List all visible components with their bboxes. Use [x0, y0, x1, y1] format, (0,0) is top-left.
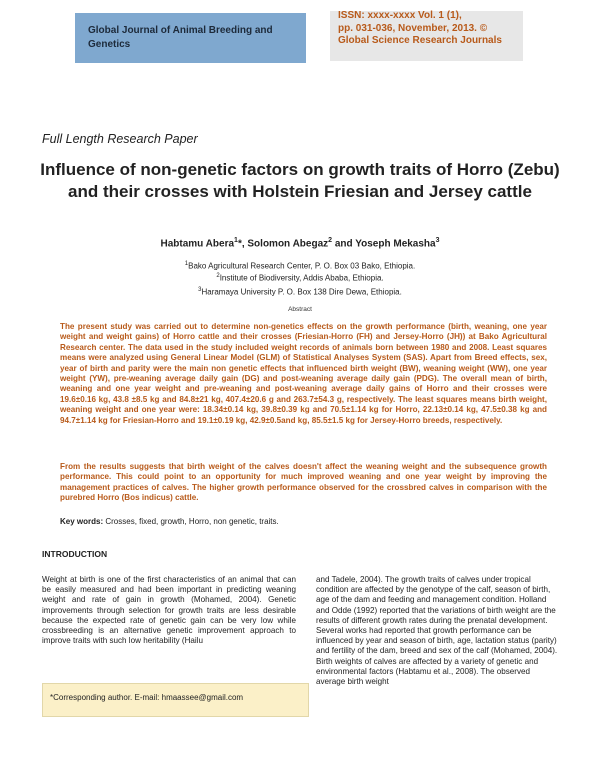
publisher-line: Global Science Research Journals: [338, 35, 502, 46]
affiliation-text: Bako Agricultural Research Center, P. O. Box 03 Bako, Ethiopia.: [188, 261, 416, 271]
issue-info: [338, 10, 518, 48]
author-name: Habtamu Abera: [160, 238, 235, 250]
journal-name: Global Journal of Animal Breeding and Genetics: [88, 25, 273, 50]
author-sep: *,: [237, 238, 248, 250]
intro-left-column: Weight at birth is one of the first characteristics of an animal that can be easily measured and had been important in predicting weaning weight and rate of gain in growth (Mohamed, 2004). Genetic improvements through selection for growth traits are less desirable because the expected rate of genetic gain can be very low while crossbreeding is an alternative genetic improvement approach to improve traits with such low heritability (Hailu: [42, 575, 296, 646]
section-heading-introduction: INTRODUCTION: [42, 549, 108, 559]
issn-line: ISSN: xxxx-xxxx Vol. 1 (1),: [338, 10, 462, 21]
author-sup: 2: [328, 237, 333, 244]
paper-title: Influence of non-genetic factors on growth traits of Horro (Zebu) and their crosses with Holstein Friesian and Jersey cattle: [40, 160, 560, 201]
affiliation: [40, 287, 560, 297]
intro-right-column: and Tadele, 2004). The growth traits of calves under tropical condition are affected by the genotype of the calf, season of birth, age of the dam and feeding and management condition. Holland and Odde (1992) reported that the variations of birth weight are the results of different growth rates during the prenatal development. Several works had reported that growth performance can be influenced by year and season of birth, age, lactation status (parity) and fertility of the dam, breed and sex of the calf (Mohamed, 2004). Birth weights of calves are affected by a variety of genetic and environmental factors (Habtamu et al., 2008). The observed average birth weight: [316, 575, 558, 687]
affiliation-text: Institute of Biodiversity, Addis Ababa, Ethiopia.: [219, 273, 384, 283]
author-list: [40, 237, 560, 249]
affiliation-sup: 2: [216, 273, 220, 279]
pages-line: pp. 031-036, November, 2013. ©: [338, 22, 488, 34]
abstract-paragraph: The present study was carried out to determine non-genetics effects on the growth performance (birth, weaning, one year weight and weight gains) of Horro cattle and their crosses (Friesian-Horro (FH) and Jersey-Horro (JH)) at Bako Agricultural Research center. The data used in the study included weight records of animals born between 1980 and 2008. Least squares means were analyzed using General Linear Model (GLM) of Statistical Analyses System (SAS). Apart from Breed effects, sex, year of birth and parity were the main non genetic effects that influenced birth weight (BW), weaning weight (WW), one year weight (YW), pre-weaning average daily gain (DG) and post-weaning average daily gain (PDG). The overall mean of birth, weaning and one year weight and pre-weaning and post-weaning average daily gains of Horro and their crosses were 19.6±0.16 kg, 43.8 ±8.5 kg and 84.8±21 kg, 407.4±20.6 g and 263.7±54.3 g, respectively. The least squares means birth weight, weaning weight and one year were: 18.34±0.14 kg, 39.8±0.39 kg and 70.5±1.14 kg for Horro, 22.13±0.14 kg, 47.5±0.38 kg and 94.7±1.14 kg for Friesian-Horro and 19.1±0.19 kg, 42.9±0.5and kg, 85.5±1.5 kg for Jersey-Horro breeds, respectively.: [60, 322, 547, 425]
corresponding-author-box: [42, 683, 309, 717]
author-sup: 3: [435, 237, 440, 244]
affiliation: [40, 261, 560, 271]
affiliation: [40, 273, 560, 283]
author-name: Yoseph Mekasha: [355, 238, 436, 250]
keywords-text: Crosses, fixed, growth, Horro, non genetic, traits.: [103, 517, 279, 526]
affiliation-text: Haramaya University P. O. Box 138 Dire Dewa, Ethiopia.: [201, 287, 402, 297]
corresponding-author-text: *Corresponding author. E-mail: hmaassee@gmail.com: [50, 693, 244, 702]
affiliation-sup: 3: [198, 287, 202, 293]
abstract-heading: Abstract: [288, 306, 312, 313]
affiliation-sup: 1: [184, 261, 189, 267]
abstract-conclusion: From the results suggests that birth weight of the calves doesn't affect the weaning weight and the subsequence growth performance. This could point to an opportunity for much improved weaning and one year weight by improving the management practices of calves. The higher growth performance observed for the crossbred calves in comparison with the purebred Horro (Bos indicus) cattle.: [60, 462, 547, 503]
journal-name-banner: [75, 13, 306, 63]
paper-type: Full Length Research Paper: [42, 132, 198, 146]
keywords-label: Key words:: [60, 517, 104, 526]
author-sup: 1: [234, 237, 238, 244]
author-name: Solomon Abegaz: [247, 238, 329, 250]
author-sep: and: [332, 238, 356, 250]
keywords: [60, 517, 547, 526]
